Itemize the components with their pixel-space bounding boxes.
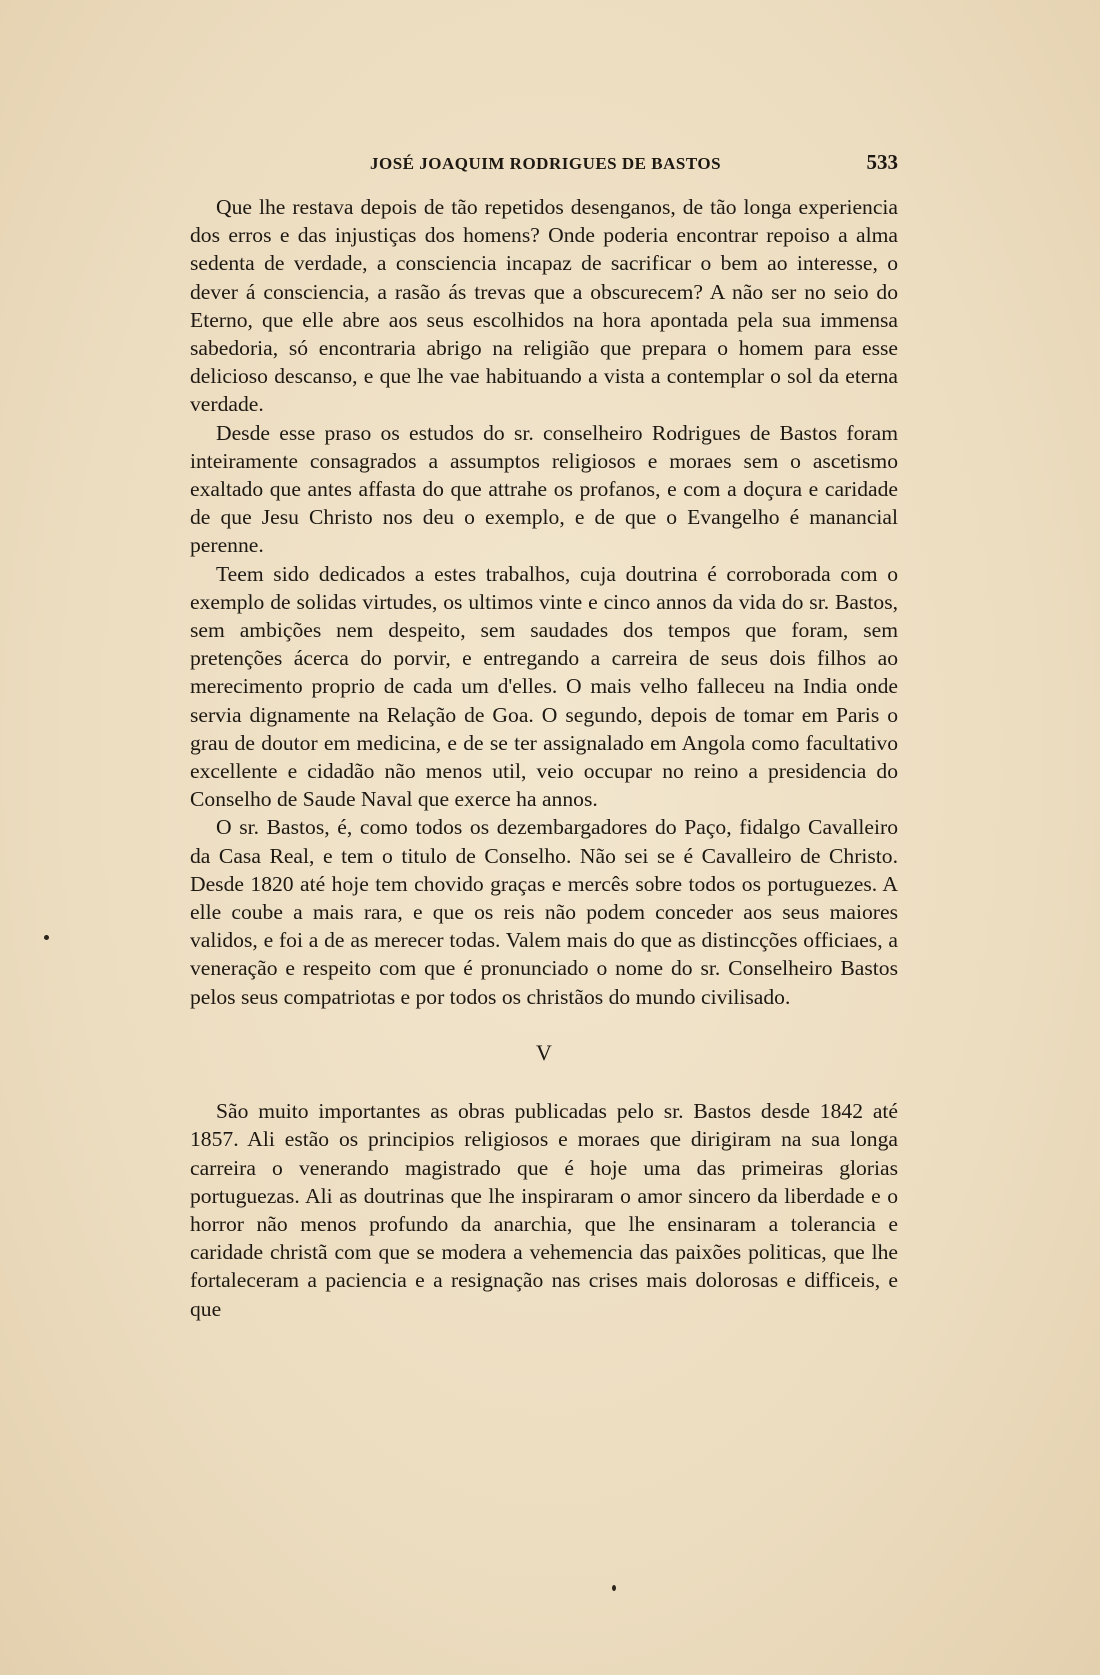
ink-speck [612, 1585, 616, 1591]
paragraph-4: O sr. Bastos, é, como todos os dezembargadores do Paço, fidalgo Cavalleiro da Casa Real, e tem o titulo de Conselho. Não sei se é Cavalleiro de Christo. Desde 1820 até hoje tem chovido graças e mercês sobre todos os portuguezes. A elle coube a mais rara, e que os reis não podem conceder aos seus maiores validos, e foi a de as merecer todas. Valem mais do que as distincções officiaes, a veneração e respeito com que é pronunciado o nome do sr. Conselheiro Bastos pelos seus compatriotas e por todos os christãos do mundo civilisado. [190, 815, 898, 1009]
paragraph-1: Que lhe restava depois de tão repetidos desenganos, de tão longa experiencia dos erros e das injustiças dos homens? Onde poderia encontrar repoiso a alma sedenta de verdade, a consciencia incapaz de sacrificar o bem ao interesse, o dever á consciencia, a rasão ás trevas que a obscurecem? A não ser no seio do Eterno, que elle abre aos seus escolhidos na hora apontada pela sua immensa sabedoria, só encontraria abrigo na religião que prepara o homem para esse delicioso descanso, e que lhe vae habituando a vista a contemplar o sol da eterna verdade. [190, 195, 898, 417]
running-head: JOSÉ JOAQUIM RODRIGUES DE BASTOS [370, 154, 722, 173]
page-number: 533 [866, 150, 898, 174]
ink-speck [44, 935, 49, 940]
section-paragraph: São muito importantes as obras publicadas pelo sr. Bastos desde 1842 até 1857. Ali estão os principios religiosos e moraes que dirigiram na sua longa carreira o venerando magistrado que é hoje uma das primeiras glorias portuguezas. Ali as doutrinas que lhe inspiraram o amor sincero da liberdade e o horror não menos profundo da anarchia, que lhe ensinaram a tolerancia e caridade christã com que se modera a vehemencia das paixões politicas, que lhe fortaleceram a paciencia e a resignação nas crises mais dolorosas e difficeis, e que [190, 1099, 898, 1321]
page-header [190, 150, 898, 178]
paragraph-3: Teem sido dedicados a estes trabalhos, cuja doutrina é corroborada com o exemplo de solidas virtudes, os ultimos vinte e cinco annos da vida do sr. Bastos, sem ambições nem despeito, sem saudades dos tempos que foram, sem pretenções ácerca do porvir, e entregando a carreira de seus dois filhos ao merecimento proprio de cada um d'elles. O mais velho falleceu na India onde servia dignamente na Relação de Goa. O segundo, depois de tomar em Paris o grau de doutor em medicina, e de se ter assignalado em Angola como facultativo excellente e cidadão não menos util, veio occupar no reino a presidencia do Conselho de Saude Naval que exerce ha annos. [190, 561, 898, 812]
section-heading: V [536, 1039, 552, 1065]
paragraph-2: Desde esse praso os estudos do sr. conselheiro Rodrigues de Bastos foram inteiramente consagrados a assumptos religiosos e moraes sem o ascetismo exaltado que antes affasta do que attrahe os profanos, e com a doçura e caridade de que Jesu Christo nos deu o exemplo, e de que o Evangelho é manancial perenne. [190, 420, 898, 558]
body-text [190, 193, 898, 1323]
